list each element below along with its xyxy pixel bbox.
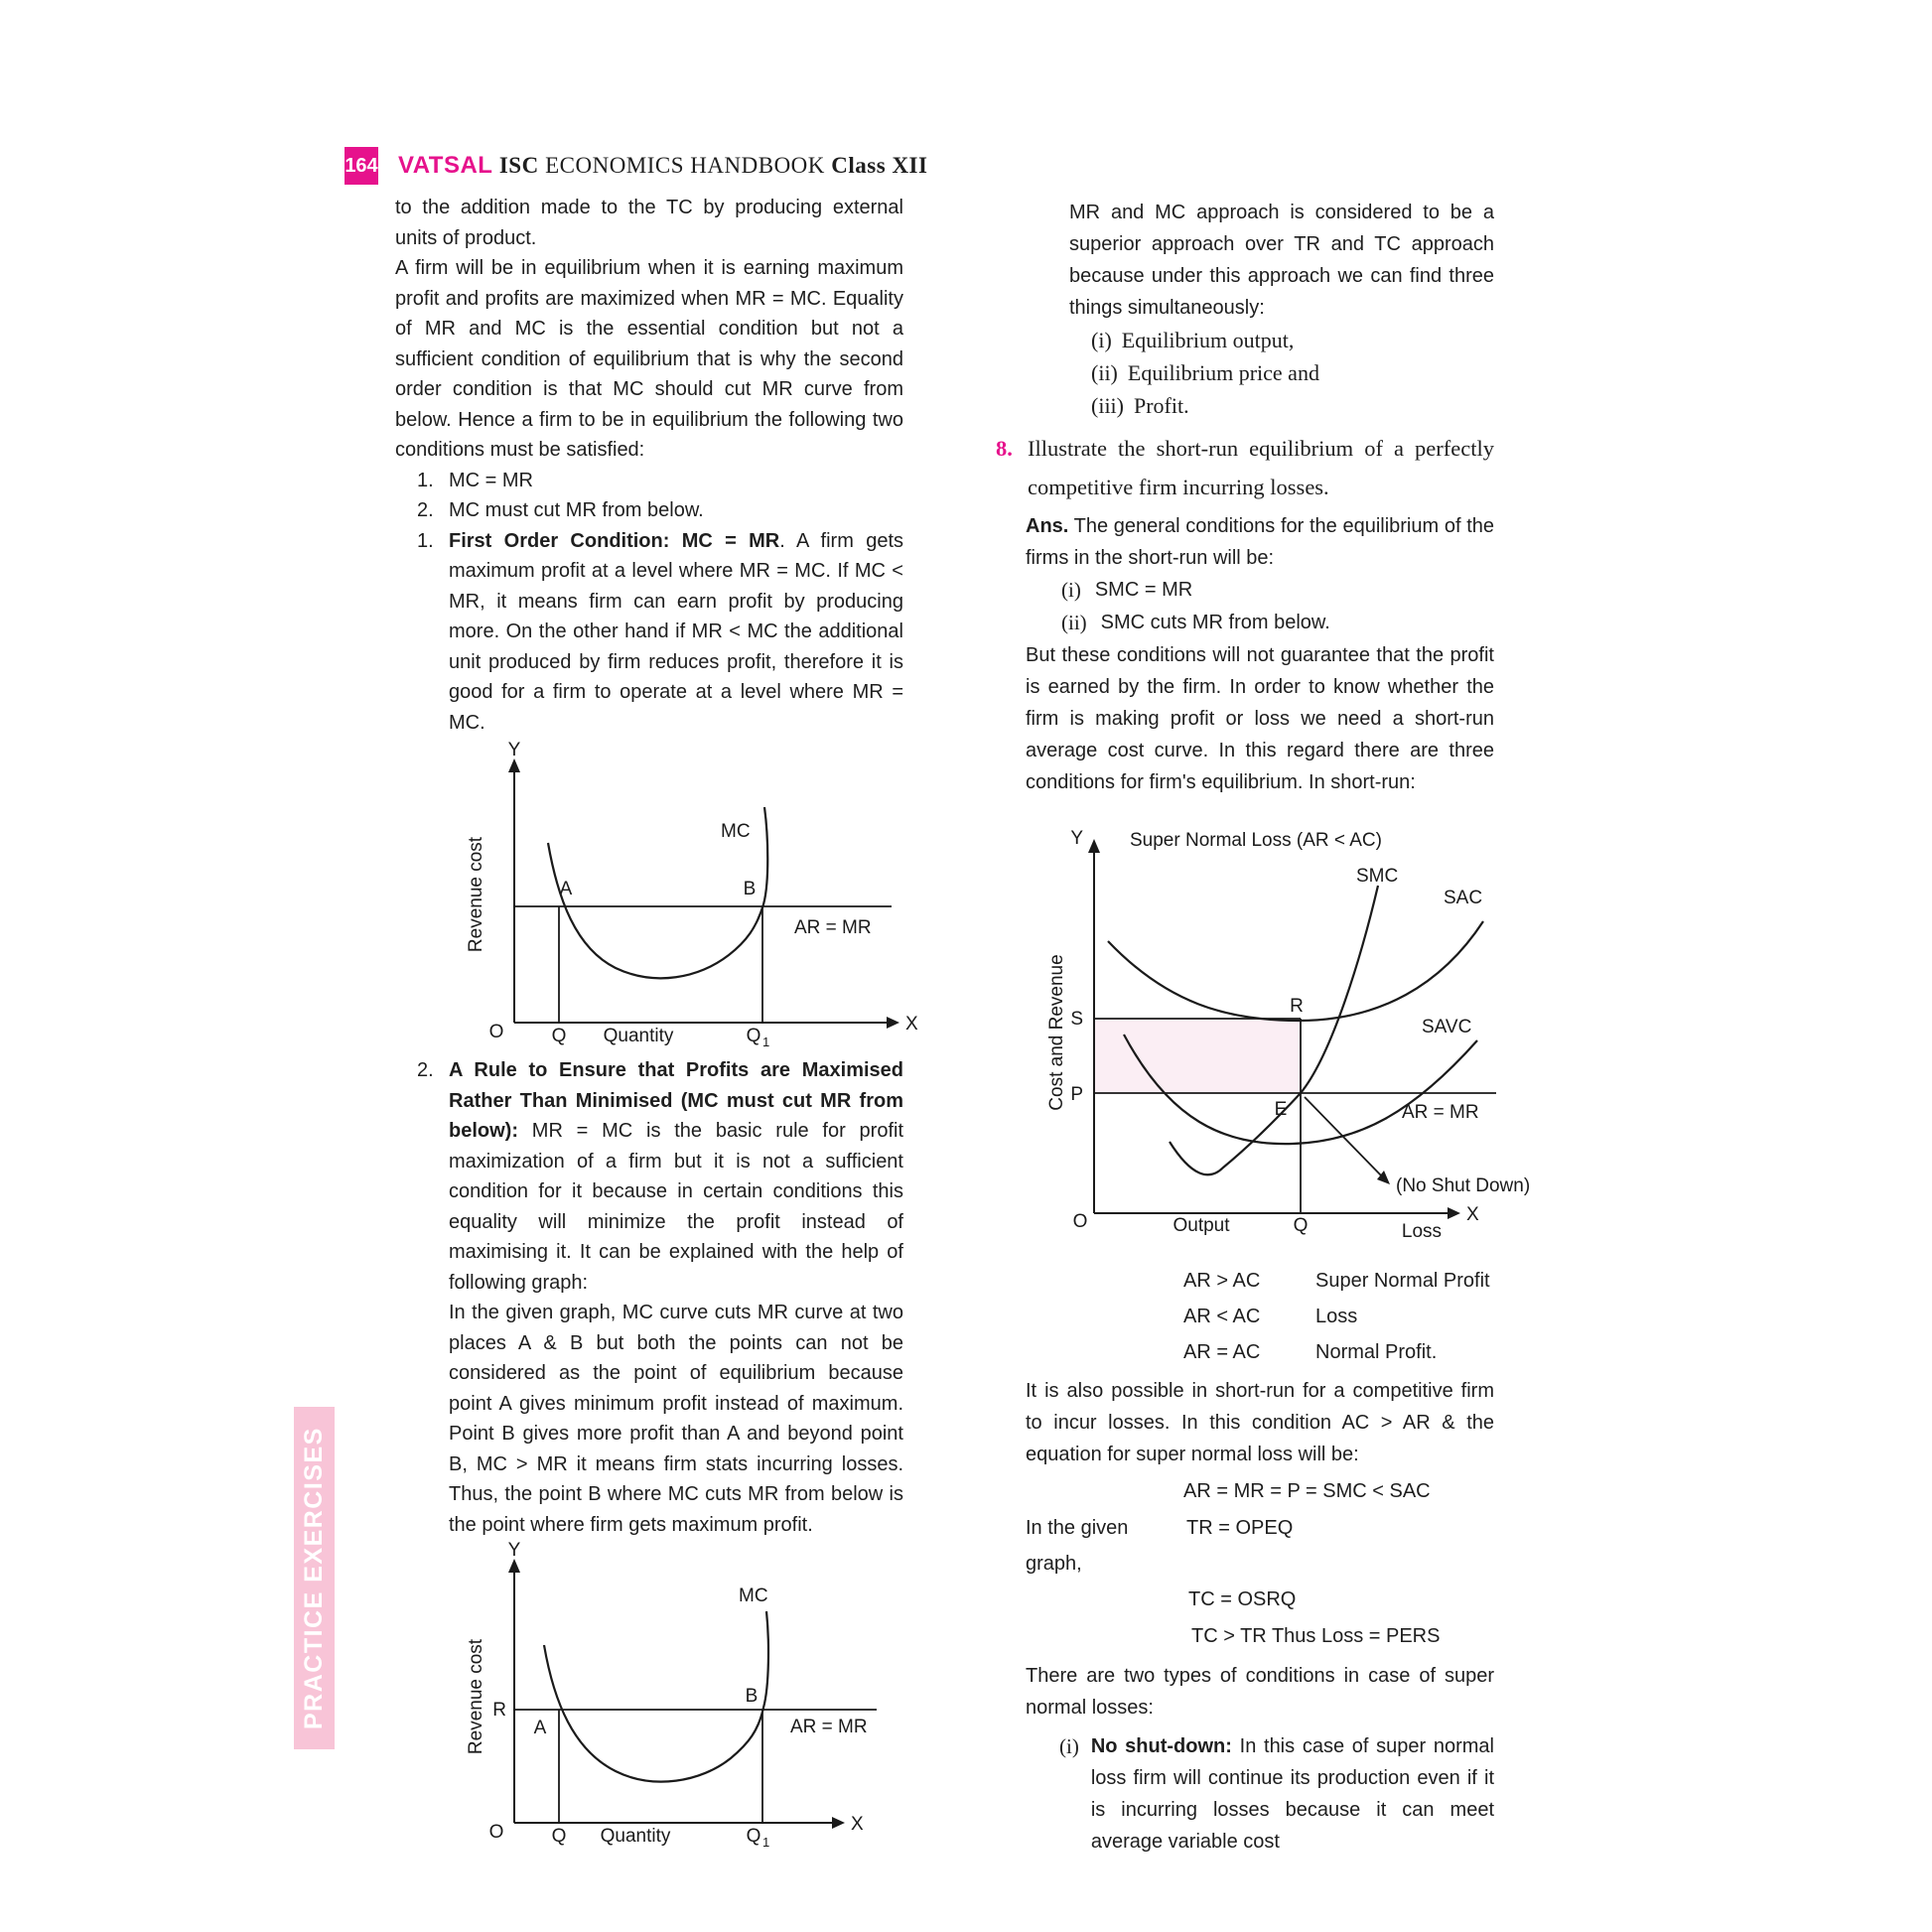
tick-q-label: Q xyxy=(551,1026,567,1046)
condition-row xyxy=(996,574,1494,607)
origin-label: O xyxy=(1072,1211,1088,1232)
graph-note-label: In the given graph, xyxy=(1026,1517,1129,1575)
r-point-label: R xyxy=(1290,996,1304,1017)
tc-equation: TC = OSRQ xyxy=(1188,1588,1297,1610)
y-axis-title: Revenue cost xyxy=(466,1638,486,1755)
question-text: Illustrate the short-run equilibrium of a perfectly competitive firm incurring losses. xyxy=(1028,436,1494,499)
condition-text: MC = MR xyxy=(449,469,533,491)
rule-condition: AR = AC xyxy=(1183,1341,1261,1363)
explanation-paragraph xyxy=(395,1298,903,1540)
numbered-item xyxy=(395,1055,903,1298)
origin-label: O xyxy=(488,1822,504,1843)
item-text: MR = MC is the basic rule for profit maximization of a firm but it is not a sufficient condition for it because in certain conditions this equality will minimize the profit instead of maximising it. It can be explained with the help of following graph: xyxy=(449,1120,903,1294)
mc-mr-diagram-1 xyxy=(425,740,918,1049)
y-axis-label: Y xyxy=(507,740,521,760)
rule-row xyxy=(1183,1299,1494,1334)
tick-q1-subscript: 1 xyxy=(762,1035,770,1049)
x-axis-label: X xyxy=(851,1814,864,1835)
list-marker: (iii) xyxy=(1091,393,1124,418)
no-shutdown-arrow xyxy=(1305,1097,1382,1176)
x-axis-arrow xyxy=(887,1017,899,1029)
x-axis-title: Output xyxy=(1173,1215,1230,1236)
condition-row xyxy=(395,495,903,526)
book-title-text: ECONOMICS HANDBOOK xyxy=(545,153,825,178)
origin-label: O xyxy=(488,1022,504,1042)
item-body xyxy=(449,526,903,739)
left-column xyxy=(395,193,918,1850)
ar-mr-label: AR = MR xyxy=(794,917,872,938)
graph-note xyxy=(996,1510,1494,1582)
rule-result: Loss xyxy=(1315,1306,1358,1327)
answer-intro-text: The general conditions for the equilibrium of the firms in the short-run will be: xyxy=(1026,515,1494,569)
point-a-label: A xyxy=(533,1718,547,1738)
tick-q-label: Q xyxy=(1293,1215,1309,1236)
rule-result: Normal Profit. xyxy=(1315,1341,1438,1363)
mc-label: MC xyxy=(739,1586,768,1606)
ar-mr-label: AR = MR xyxy=(790,1717,868,1737)
item-text: In this case of super normal loss firm will continue its production even if it is incurring losses because it can meet average variable cost xyxy=(1090,1735,1494,1853)
list-marker: (i) xyxy=(1059,1734,1079,1758)
item-body xyxy=(1091,1730,1494,1858)
rule-condition: AR > AC xyxy=(1183,1270,1261,1292)
book-title xyxy=(398,152,927,180)
paragraph: MR and MC approach is considered to be a superior approach over TR and TC approach because under this approach we can find three things simultaneously: xyxy=(1069,202,1494,319)
point-a-label: A xyxy=(559,879,573,899)
tick-q-label: Q xyxy=(551,1826,567,1847)
profit-rules-table xyxy=(996,1263,1494,1370)
y-axis-arrow xyxy=(508,1559,520,1573)
item-text: . A firm gets maximum profit at a level where MR = MC. If MC < MR, it means firm can earn profit by producing more. On the other hand if MR < MC the additional unit produced by firm reduces profit, therefore it is good for a firm to operate at a level where MR = MC. xyxy=(449,529,903,734)
mc-curve xyxy=(544,1611,768,1782)
no-shutdown-item xyxy=(996,1730,1494,1858)
numbered-item xyxy=(395,526,903,739)
y-axis-title: Revenue cost xyxy=(466,836,486,953)
list-marker: (ii) xyxy=(1061,611,1087,634)
y-axis-arrow xyxy=(1088,839,1100,853)
question-8 xyxy=(996,429,1494,506)
point-b-label: B xyxy=(745,1686,759,1707)
roman-list-item xyxy=(996,356,1494,389)
loss-shaded-area xyxy=(1094,1019,1301,1093)
rule-row xyxy=(1183,1334,1494,1370)
x-axis-arrow xyxy=(832,1817,845,1829)
answer-intro xyxy=(1026,510,1494,574)
list-marker: 2. xyxy=(417,499,434,521)
list-text: Equilibrium price and xyxy=(1127,360,1319,385)
paragraph: It is also possible in short-run for a competitive firm to incur losses. In this condition AC > AR & the equation for super normal loss will be: xyxy=(1026,1380,1494,1465)
p-mark-label: P xyxy=(1070,1084,1083,1105)
roman-list-item xyxy=(996,389,1494,422)
item-heading: No shut-down: xyxy=(1090,1735,1232,1757)
rule-row xyxy=(1183,1263,1494,1299)
rule-result: Super Normal Profit xyxy=(1315,1270,1490,1292)
x-axis-arrow xyxy=(1448,1207,1460,1219)
answer-label: Ans. xyxy=(1026,515,1069,537)
paragraph: There are two types of conditions in case of super normal losses: xyxy=(1026,1665,1494,1719)
y-axis-label: Y xyxy=(1070,828,1083,849)
smc-label: SMC xyxy=(1356,866,1399,887)
loss-equation: AR = MR = P = SMC < SAC xyxy=(1183,1480,1431,1502)
item-heading: A Rule to Ensure that Profits are Maximised Rather Than Minimised (MC must cut MR from below): xyxy=(449,1059,903,1142)
list-text: Profit. xyxy=(1134,393,1189,418)
list-marker: 1. xyxy=(417,529,434,552)
s-mark-label: S xyxy=(1070,1009,1083,1030)
loss-pers-equation: TC > TR Thus Loss = PERS xyxy=(1191,1625,1441,1647)
y-axis-arrow xyxy=(508,759,520,772)
item-heading: First Order Condition: MC = MR xyxy=(449,529,780,552)
roman-list-item xyxy=(996,324,1494,356)
graph-title: Super Normal Loss (AR < AC) xyxy=(1130,830,1382,851)
condition-text: MC must cut MR from below. xyxy=(449,499,704,521)
rule-condition: AR < AC xyxy=(1183,1306,1261,1327)
page-number-badge: 164 xyxy=(345,147,378,185)
super-normal-loss-diagram xyxy=(1046,824,1531,1249)
question-number: 8. xyxy=(996,436,1013,461)
list-marker: (i) xyxy=(1061,578,1081,602)
point-b-label: B xyxy=(743,879,757,899)
tick-q1-label: Q xyxy=(746,1026,761,1046)
list-marker: (ii) xyxy=(1091,360,1118,385)
y-axis-label: Y xyxy=(507,1540,521,1561)
y-axis-title: Cost and Revenue xyxy=(1046,954,1067,1111)
mc-mr-diagram-2 xyxy=(425,1540,903,1850)
series-label: ISC xyxy=(498,153,539,178)
x-axis-label: X xyxy=(1466,1204,1479,1225)
practice-exercises-banner: PRACTICE EXERCISES xyxy=(294,1407,335,1749)
right-column xyxy=(996,193,1531,1858)
savc-label: SAVC xyxy=(1422,1017,1472,1037)
page-header xyxy=(345,147,927,185)
sac-label: SAC xyxy=(1444,888,1483,908)
x-axis-label: X xyxy=(905,1014,918,1035)
item-body xyxy=(449,1055,903,1298)
list-marker: (i) xyxy=(1091,328,1112,352)
class-label: Class XII xyxy=(831,153,928,178)
paragraph: A firm will be in equilibrium when it is earning maximum profit and profits are maximized when MR = MC. Equality of MR and MC is the essential condition but not a sufficient condition of equilibrium that is why the second order condition is that MC should cut MR curve from below. Hence a firm to be in equilibrium the following two conditions must be satisfied: xyxy=(395,257,903,461)
ar-mr-label: AR = MR xyxy=(1402,1102,1479,1123)
paragraph: to the addition made to the TC by producing external units of product. xyxy=(395,197,903,249)
list-marker: 1. xyxy=(417,469,434,491)
condition-text: SMC cuts MR from below. xyxy=(1100,612,1330,633)
tr-equation: TR = OPEQ xyxy=(1186,1517,1294,1539)
r-mark-label: R xyxy=(492,1700,506,1721)
brand-name: VATSAL xyxy=(398,152,493,179)
paragraph: In the given graph, MC curve cuts MR curve at two places A & B but both the points can not be considered as the point of equilibrium because point A gives minimum profit instead of maximum. Point B gives more profit than A and beyond point B, MC > MR it means firm stats incurring losses. Thus, the point B where MC cuts MR from below is the point where firm gets maximum profit. xyxy=(449,1302,903,1536)
x-axis-title: Quantity xyxy=(603,1026,674,1046)
no-shutdown-label: (No Shut Down) xyxy=(1396,1175,1531,1196)
list-marker: 2. xyxy=(417,1059,434,1081)
loss-label: Loss xyxy=(1401,1221,1443,1242)
mc-label: MC xyxy=(721,821,751,842)
paragraph: But these conditions will not guarantee that the profit is earned by the firm. In order to know whether the firm is making profit or loss we need a short-run average cost curve. In this regard there are three conditions for firm's equilibrium. In short-run: xyxy=(1026,644,1494,793)
tick-q1-label: Q xyxy=(746,1826,761,1847)
tick-q1-subscript: 1 xyxy=(762,1835,770,1850)
x-axis-title: Quantity xyxy=(600,1826,671,1847)
condition-row xyxy=(996,607,1494,639)
list-text: Equilibrium output, xyxy=(1121,328,1295,352)
e-point-label: E xyxy=(1274,1099,1288,1120)
condition-row xyxy=(395,466,903,496)
condition-text: SMC = MR xyxy=(1094,579,1193,601)
